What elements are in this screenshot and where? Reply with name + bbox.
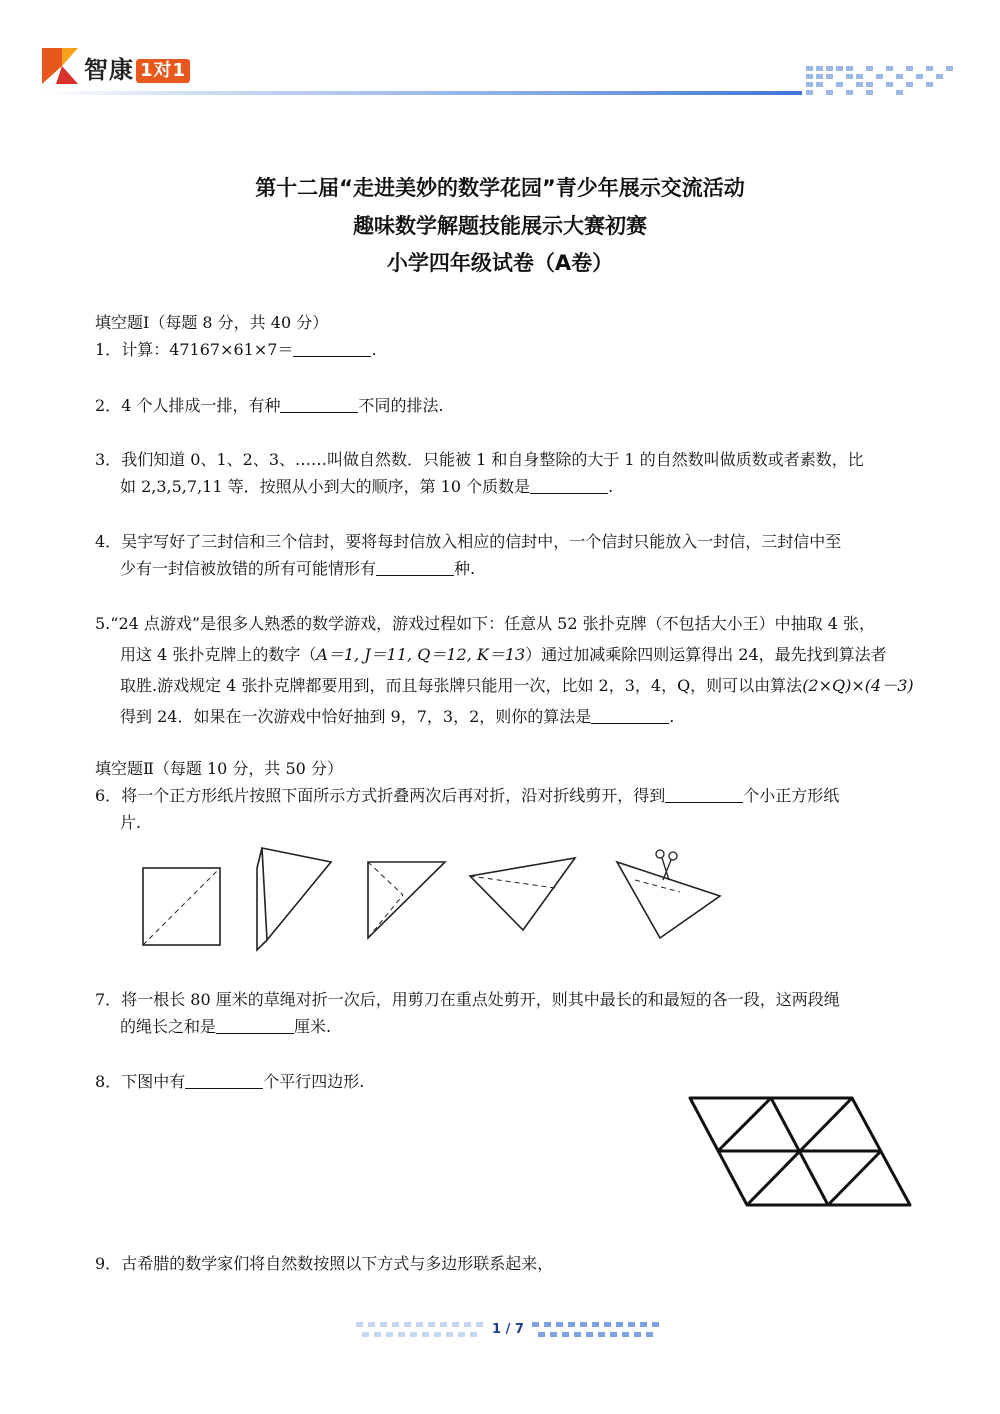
answer-blank (665, 786, 743, 803)
parallelogram-grid-diagram (680, 1090, 920, 1215)
fold-step-3 (368, 862, 445, 938)
title-line-1: 第十二届“走进美妙的数学花园”青少年展示交流活动 (255, 176, 745, 200)
fold-step-1 (143, 868, 220, 945)
section-2-heading: 填空题Ⅱ（每题 10 分，共 50 分） (95, 759, 343, 778)
question-3: 3．我们知道 0、1、2、3、……叫做自然数．只能被 1 和自身整除的大于 1 的自然数叫做质数或者素数，比 如 2,3,5,7,11 等．按照从小到大的顺序，第 10 个质数是 . (95, 450, 864, 496)
footer-dots-right (532, 1320, 662, 1342)
section-1-heading: 填空题Ⅰ（每题 8 分，共 40 分） (95, 313, 329, 332)
question-6: 6．将一个正方形纸片按照下面所示方式折叠两次后再对折，沿对折线剪开，得到 个小正方形纸 片. (95, 786, 840, 832)
fold-step-4 (470, 858, 575, 930)
question-2: 2．4 个人排成一排，有种 不同的排法. (95, 396, 444, 415)
page-number: 1 / 7 (492, 1322, 524, 1337)
answer-blank (216, 1017, 294, 1034)
answer-blank (293, 340, 371, 357)
brand-logo-icon (42, 48, 78, 84)
fold-step-2 (257, 848, 331, 950)
brand-badge: 1对1 (136, 59, 190, 83)
question-8: 8．下图中有 个平行四边形. (95, 1072, 365, 1091)
question-4: 4．吴宇写好了三封信和三个信封，要将每封信放入相应的信封中，一个信封只能放入一封信，三封信中至 少有一封信被放错的所有可能情形有 种. (95, 532, 842, 578)
question-7: 7．将一根长 80 厘米的草绳对折一次后，用剪刀在重点处剪开，则其中最长的和最短的各一段，这两段绳 的绳长之和是 厘米. (95, 990, 840, 1036)
answer-blank (591, 707, 669, 724)
question-5: 5.“24 点游戏”是很多人熟悉的数学游戏，游戏过程如下：任意从 52 张扑克牌（不包括大小王）中抽取 4 张， 用这 4 张扑克牌上的数字（A＝1, J＝11, Q＝12, K＝13）通过加减乘除四则运算得出 24，最先找到算法者 取胜.游戏规定 4 张扑克牌都要用到，而且每张牌只能用一次，比如 2，3，4，Q，则可以由算法(2×Q)×(4－3) 得到 24．如果在一次游戏中恰好抽到 9，7，3，2，则你的算法是 . (95, 614, 914, 726)
question-9: 9．古希腊的数学家们将自然数按照以下方式与多边形联系起来， (95, 1254, 554, 1273)
fold-step-5 (617, 850, 720, 938)
header-dots-decoration (806, 66, 956, 96)
question-1: 1．计算：47167×61×7＝ . (95, 340, 377, 359)
header-rule (42, 91, 802, 95)
brand-logo-text: 智康 1对1 (84, 50, 190, 85)
title-line-3: 小学四年级试卷（A卷） (386, 251, 614, 275)
footer-dots-left (356, 1320, 486, 1342)
answer-blank (530, 477, 608, 494)
answer-blank (376, 559, 454, 576)
title-line-2: 趣味数学解题技能展示大赛初赛 (353, 214, 647, 238)
folding-diagram (135, 840, 735, 955)
answer-blank (185, 1072, 263, 1089)
answer-blank (280, 396, 358, 413)
